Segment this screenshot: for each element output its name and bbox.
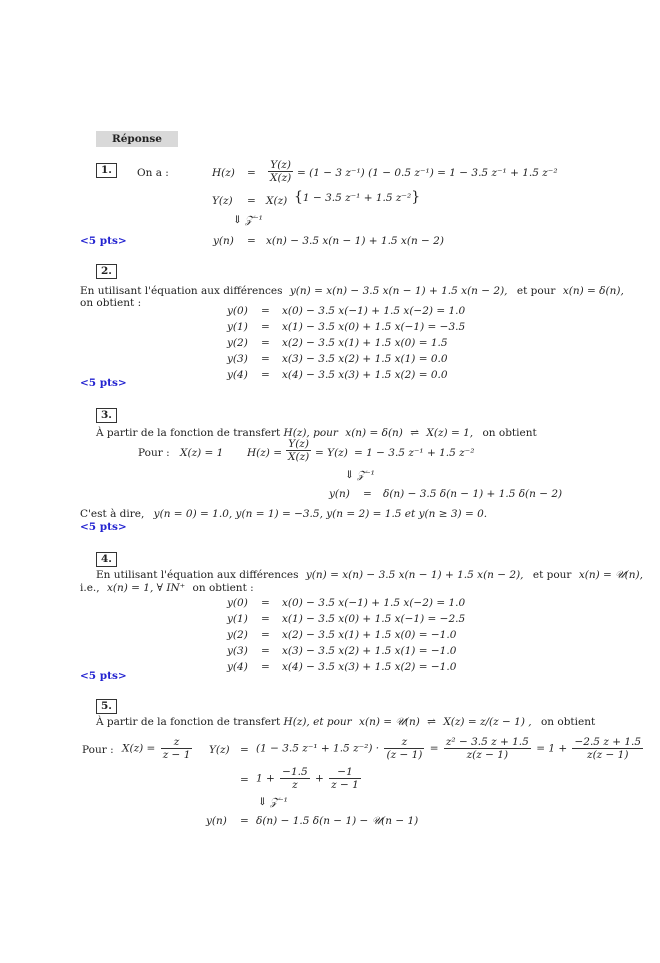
q1-h-fraction — [266, 159, 295, 184]
q3-pour: Pour : — [138, 447, 170, 459]
q2-row-equals: = — [261, 353, 270, 365]
q4-points: <5 pts> — [80, 670, 127, 682]
q3-pour-x: X(z) = 1 — [180, 447, 224, 459]
q2-line1 — [80, 285, 624, 297]
q3-line1-end: on obtient — [482, 427, 537, 439]
q1-y-rhs-b-group: {1 − 3.5 z⁻¹ + 1.5 z⁻²} — [294, 189, 421, 205]
q5-yn-lhs: y(n) — [206, 815, 227, 827]
q2-row-lhs: y(0) — [227, 305, 248, 317]
q4-line1-text: En utilisant l'équation aux différences — [96, 569, 299, 581]
q3-h-rhs: = 1 − 3.5 z⁻¹ + 1.5 z⁻² — [354, 447, 475, 459]
q5-line2-expr — [256, 766, 363, 791]
q4-line2-c: on obtient : — [192, 582, 254, 594]
q3-points: <5 pts> — [80, 521, 127, 533]
question-number-4: 4. — [96, 552, 117, 567]
q1-inverse-z-arrow: ⇓ 𝒵⁻¹ — [233, 214, 263, 226]
q4-row-lhs: y(2) — [227, 629, 248, 641]
q5-y-f1-num: z — [384, 736, 424, 749]
q4-line1-eq: y(n) = x(n) − 3.5 x(n − 1) + 1.5 x(n − 2), — [305, 569, 524, 581]
q4-row-rhs: x(2) − 3.5 x(1) + 1.5 x(0) = −1.0 — [282, 629, 457, 641]
q4-row-equals: = — [261, 661, 270, 673]
q2-line1-mid: et pour — [516, 285, 556, 297]
z-transform-pair-icon: ⇌ — [410, 427, 420, 439]
q2-line1-text: En utilisant l'équation aux différences — [80, 285, 283, 297]
q3-h-fraction — [284, 438, 313, 463]
q3-line1 — [96, 427, 537, 439]
q4-line2-a: i.e., — [80, 582, 100, 594]
q4-row-lhs: y(0) — [227, 597, 248, 609]
q1-h-frac-num: Y(z) — [268, 159, 293, 172]
q1-y-rhs-a: X(z) — [266, 195, 288, 207]
q3-conclusion-b: y(n = 0) = 1.0, y(n = 1) = −3.5, y(n = 2) = 1.5 et y(n ≥ 3) = 0. — [153, 508, 488, 520]
q5-y-f3-num: −2.5 z + 1.5 — [574, 736, 642, 748]
question-number-1: 1. — [96, 163, 117, 178]
q2-row-lhs: y(2) — [227, 337, 248, 349]
q1-yn-lhs: y(n) — [213, 235, 234, 247]
q5-l2-f2-den: z − 1 — [331, 779, 359, 791]
q2-row-equals: = — [261, 305, 270, 317]
q2-row-lhs: y(1) — [227, 321, 248, 333]
q1-y-rhs-b: 1 − 3.5 z⁻¹ + 1.5 z⁻² — [302, 192, 412, 204]
q4-line1-x: x(n) = 𝒰(n), — [578, 569, 643, 581]
q5-eq-inline: = — [429, 742, 439, 755]
q4-row-lhs: y(4) — [227, 661, 248, 673]
q4-row-rhs: x(3) − 3.5 x(2) + 1.5 x(1) = −1.0 — [282, 645, 457, 657]
q2-row-equals: = — [261, 369, 270, 381]
question-number-5: 5. — [96, 699, 117, 714]
q3-inverse-z-arrow: ⇓ 𝒵⁻¹ — [345, 469, 375, 481]
q5-eq3: = — [240, 815, 249, 827]
q2-points: <5 pts> — [80, 377, 127, 389]
q4-row-equals: = — [261, 597, 270, 609]
q3-line1-xz: X(z) = 1, — [426, 427, 474, 439]
q4-row-rhs: x(0) − 3.5 x(−1) + 1.5 x(−2) = 1.0 — [282, 597, 466, 609]
q1-eq2: = — [247, 195, 256, 207]
q4-row-equals: = — [261, 629, 270, 641]
q3-yn-rhs: δ(n) − 3.5 δ(n − 1) + 1.5 δ(n − 2) — [383, 488, 563, 500]
q3-conclusion-a: C'est à dire, — [80, 508, 145, 520]
q1-y-lhs: Y(z) — [212, 195, 233, 207]
q2-line1-x: x(n) = δ(n), — [562, 285, 624, 297]
z-transform-pair-icon: ⇌ — [427, 716, 436, 728]
q5-y-lhs: Y(z) — [209, 744, 230, 756]
q5-line1-text: À partir de la fonction de transfert — [96, 716, 281, 728]
q3-frac-num: Y(z) — [286, 438, 311, 451]
q5-l2-a: 1 + — [256, 772, 275, 785]
q1-points: <5 pts> — [80, 235, 127, 247]
q5-inverse-z-arrow: ⇓ 𝒵⁻¹ — [258, 796, 288, 808]
q5-pour: Pour : — [82, 744, 114, 756]
q3-yn-lhs: y(n) — [329, 488, 350, 500]
q4-row-rhs: x(1) − 3.5 x(0) + 1.5 x(−1) = −2.5 — [282, 613, 466, 625]
q4-line1 — [96, 569, 643, 582]
q2-row-rhs: x(1) − 3.5 x(0) + 1.5 x(−1) = −3.5 — [282, 321, 466, 333]
q5-l2-plus: + — [315, 772, 324, 785]
q5-y-f3-den: z(z − 1) — [587, 749, 629, 761]
q1-h-frac-den: X(z) — [270, 172, 292, 184]
q4-line1-mid: et pour — [532, 569, 572, 581]
q2-row-rhs: x(4) − 3.5 x(3) + 1.5 x(2) = 0.0 — [282, 369, 448, 381]
q2-row-rhs: x(0) − 3.5 x(−1) + 1.5 x(−2) = 1.0 — [282, 305, 466, 317]
q1-yn-rhs: x(n) − 3.5 x(n − 1) + 1.5 x(n − 2) — [266, 235, 444, 247]
q2-line2: on obtient : — [80, 297, 142, 309]
q4-row-rhs: x(4) − 3.5 x(3) + 1.5 x(2) = −1.0 — [282, 661, 457, 673]
q3-h-lhs: H(z) = — [247, 447, 283, 459]
q1-eq1: = — [247, 167, 256, 179]
q2-line1-eq: y(n) = x(n) − 3.5 x(n − 1) + 1.5 x(n − 2), — [289, 285, 508, 297]
q5-line1-end: on obtient — [540, 716, 596, 728]
q3-frac-den: X(z) — [288, 451, 310, 463]
q3-line1-h: H(z), pour — [283, 427, 338, 439]
reponse-header: Réponse — [96, 131, 178, 147]
q5-eq2: = — [240, 774, 249, 786]
q4-row-lhs: y(3) — [227, 645, 248, 657]
q5-l2-f2-num: −1 — [329, 766, 361, 779]
q5-pour-num: z — [161, 736, 193, 749]
q5-y-f2-num: z² − 3.5 z + 1.5 — [445, 736, 529, 748]
q2-row-lhs: y(4) — [227, 369, 248, 381]
q4-line2-b: x(n) = 1, ∀ IN⁺ — [106, 582, 186, 594]
q5-y-f1-den: (z − 1) — [386, 749, 423, 761]
q5-l2-f1-num: −1.5 — [282, 766, 308, 778]
q2-row-lhs: y(3) — [227, 353, 248, 365]
q5-y-f2-den: z(z − 1) — [466, 749, 509, 761]
q3-h-mid: = Y(z) — [315, 447, 348, 459]
q1-h-lhs: H(z) — [212, 167, 235, 179]
question-number-2: 2. — [96, 264, 117, 279]
q3-eq: = — [363, 488, 372, 500]
q1-eq3: = — [247, 235, 256, 247]
q5-eq1: = — [240, 744, 249, 756]
q4-row-equals: = — [261, 645, 270, 657]
q5-pour-den: z − 1 — [162, 749, 191, 761]
q3-line1-text: À partir de la fonction de transfert — [96, 427, 281, 439]
q4-row-equals: = — [261, 613, 270, 625]
q5-y-a: (1 − 3.5 z⁻¹ + 1.5 z⁻²) · — [256, 742, 380, 755]
q3-conclusion — [80, 508, 487, 520]
q5-pour-expr — [122, 736, 194, 761]
q1-intro: On a : — [137, 167, 169, 179]
q4-line2 — [80, 582, 254, 594]
q5-line1-xz: X(z) = z/(z − 1) , — [443, 716, 532, 728]
q5-l2-f1-den: z — [292, 779, 298, 791]
q5-y-expr — [256, 736, 645, 761]
q1-h-rhs: = (1 − 3 z⁻¹) (1 − 0.5 z⁻¹) = 1 − 3.5 z⁻¹ + 1.5 z⁻² — [297, 167, 558, 179]
q2-row-rhs: x(3) − 3.5 x(2) + 1.5 x(1) = 0.0 — [282, 353, 448, 365]
q5-line1-x: x(n) = 𝒰(n) — [359, 716, 420, 728]
q5-line1-h: H(z), et pour — [283, 716, 352, 728]
q2-row-equals: = — [261, 337, 270, 349]
q5-line1 — [96, 716, 595, 729]
question-number-3: 3. — [96, 408, 117, 423]
q2-row-rhs: x(2) − 3.5 x(1) + 1.5 x(0) = 1.5 — [282, 337, 448, 349]
q2-row-equals: = — [261, 321, 270, 333]
q5-yn-rhs: δ(n) − 1.5 δ(n − 1) − 𝒰(n − 1) — [256, 815, 419, 827]
q4-row-lhs: y(1) — [227, 613, 248, 625]
q3-line1-x: x(n) = δ(n) — [345, 427, 403, 439]
q5-y-b: = 1 + — [536, 742, 568, 755]
q5-pour-lhs: X(z) = — [122, 742, 156, 755]
